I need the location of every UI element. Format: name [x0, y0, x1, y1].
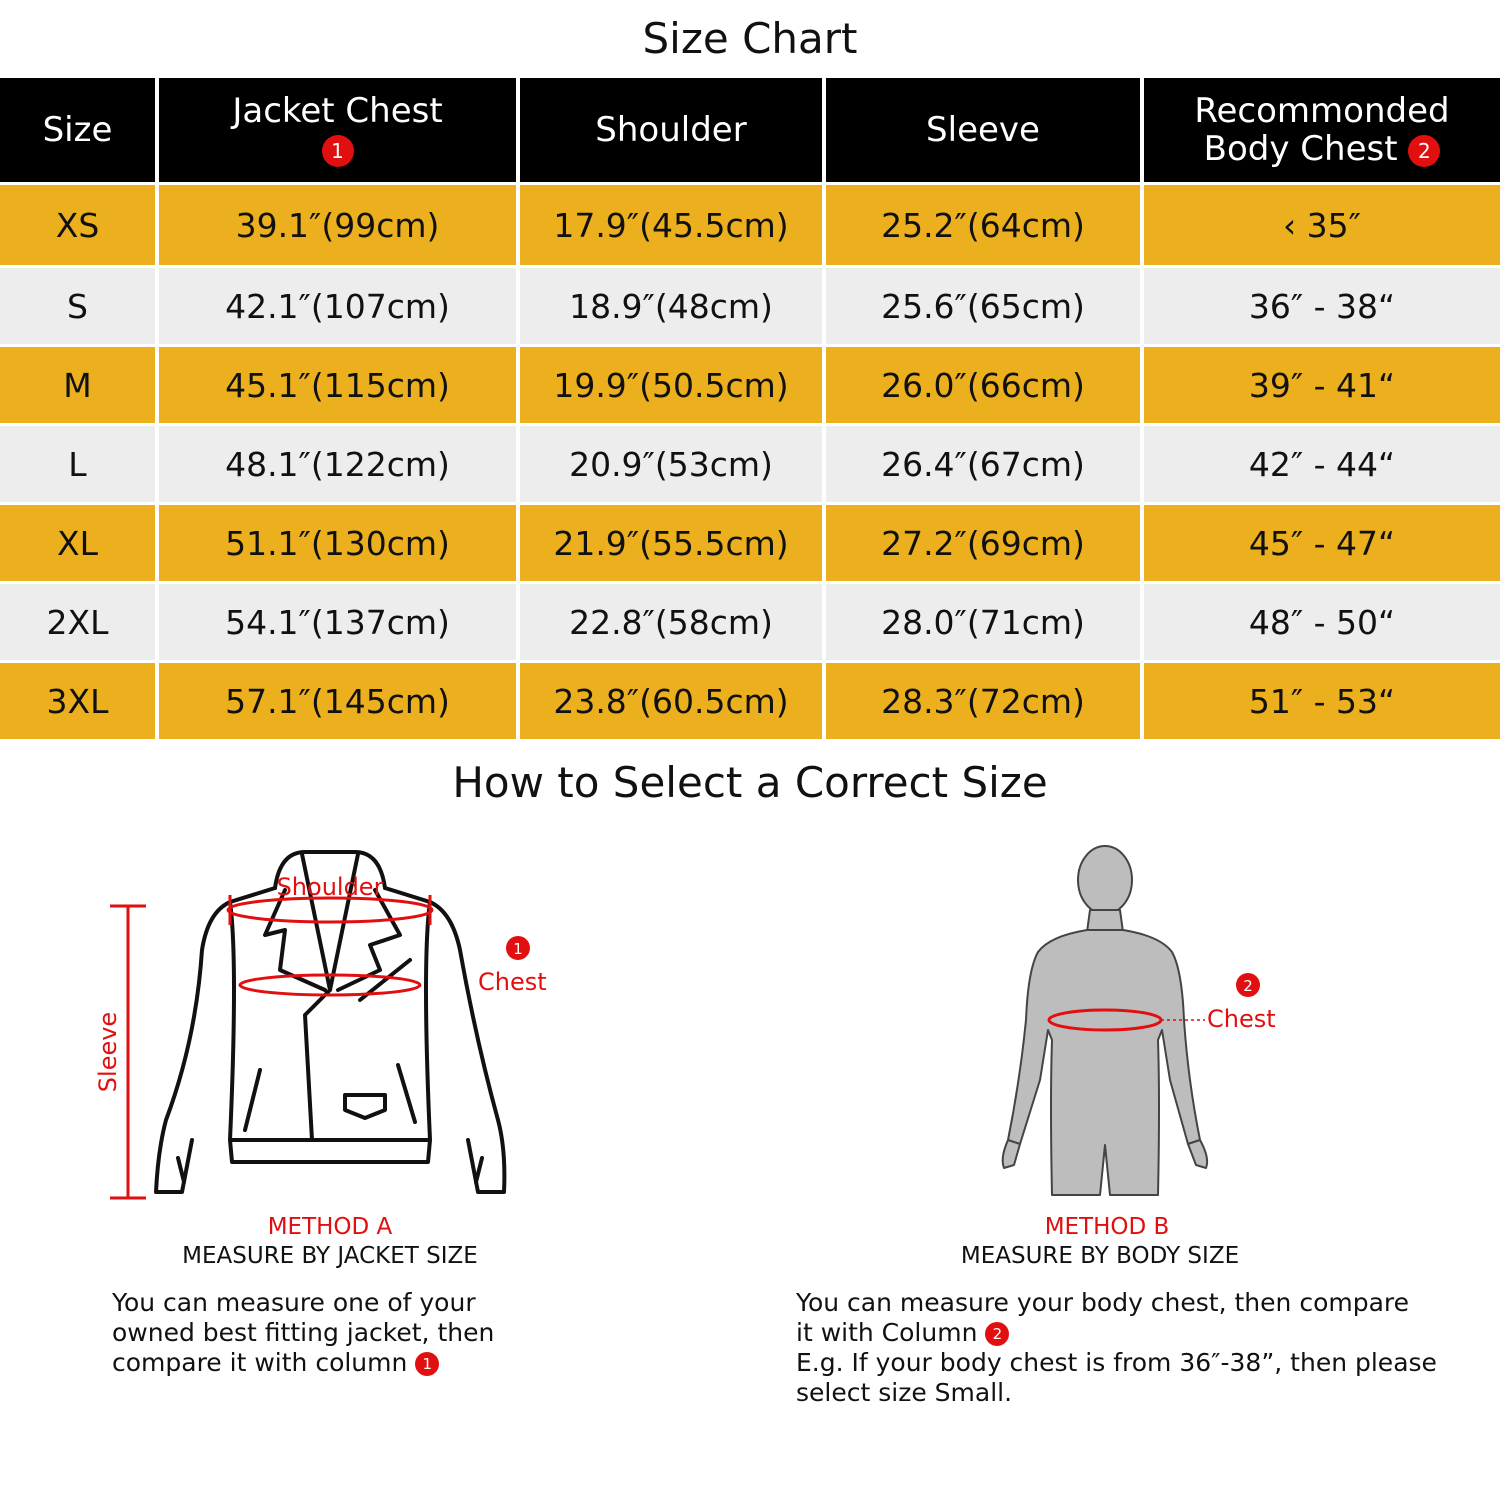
cell-sleeve: 25.6″(65cm) — [824, 267, 1142, 346]
method-b-subtitle: MEASURE BY BODY SIZE — [960, 1243, 1240, 1269]
table-header-row — [0, 78, 1500, 184]
table-row — [0, 346, 1500, 425]
cell-jacket-chest: 51.1″(130cm) — [157, 504, 518, 583]
badge-number: 2 — [1243, 977, 1253, 995]
page-title: Size Chart — [642, 14, 858, 63]
header-label: Recommonded — [1194, 91, 1450, 131]
cell-sleeve: 28.0″(71cm) — [824, 583, 1142, 662]
cell-sleeve: 28.3″(72cm) — [824, 662, 1142, 740]
cell-jacket-chest: 48.1″(122cm) — [157, 425, 518, 504]
cell-sleeve: 27.2″(69cm) — [824, 504, 1142, 583]
cell-jacket-chest: 45.1″(115cm) — [157, 346, 518, 425]
number-badge: 2 — [1408, 135, 1440, 167]
method-b-label: METHOD B — [1044, 1214, 1170, 1240]
header-shoulder: Shoulder — [518, 78, 824, 184]
number-badge: 1 — [415, 1352, 439, 1376]
jacket-illustration — [80, 840, 580, 1210]
table-row — [0, 425, 1500, 504]
cell-shoulder: 20.9″(53cm) — [518, 425, 824, 504]
header-label: Jacket Chest — [232, 91, 443, 131]
cell-body-chest: 39″ - 41“ — [1142, 346, 1500, 425]
cell-shoulder: 22.8″(58cm) — [518, 583, 824, 662]
cell-shoulder: 18.9″(48cm) — [518, 267, 824, 346]
section-title: How to Select a Correct Size — [452, 758, 1048, 807]
header-jacket-chest — [157, 78, 518, 184]
cell-jacket-chest: 57.1″(145cm) — [157, 662, 518, 740]
cell-body-chest: 45″ - 47“ — [1142, 504, 1500, 583]
header-recommended-body-chest — [1142, 78, 1500, 184]
cell-shoulder: 17.9″(45.5cm) — [518, 184, 824, 267]
cell-jacket-chest: 42.1″(107cm) — [157, 267, 518, 346]
number-badge: 2 — [985, 1322, 1009, 1346]
cell-size: XL — [0, 504, 157, 583]
cell-body-chest: 42″ - 44“ — [1142, 425, 1500, 504]
method-a-description: You can measure one of your owned best fitting jacket, then compare it with column 1 — [112, 1288, 495, 1377]
table-row — [0, 184, 1500, 267]
size-chart-table — [0, 78, 1500, 739]
method-b-description: You can measure your body chest, then compare it with Column 2 E.g. If your body chest is from 36″-38”, then please select size Small. — [796, 1288, 1437, 1407]
cell-sleeve: 26.0″(66cm) — [824, 346, 1142, 425]
cell-size: 2XL — [0, 583, 157, 662]
cell-size: XS — [0, 184, 157, 267]
cell-size: M — [0, 346, 157, 425]
cell-body-chest: 36″ - 38“ — [1142, 267, 1500, 346]
cell-size: 3XL — [0, 662, 157, 740]
table-row — [0, 662, 1500, 740]
cell-sleeve: 26.4″(67cm) — [824, 425, 1142, 504]
cell-sleeve: 25.2″(64cm) — [824, 184, 1142, 267]
table-row — [0, 267, 1500, 346]
cell-shoulder: 19.9″(50.5cm) — [518, 346, 824, 425]
number-badge: 1 — [322, 135, 354, 167]
chest-label: Chest — [478, 968, 547, 996]
cell-size: S — [0, 267, 157, 346]
header-sleeve: Sleeve — [824, 78, 1142, 184]
shoulder-label: Shoulder — [276, 873, 384, 901]
badge-number: 1 — [513, 940, 523, 958]
method-a-subtitle: MEASURE BY JACKET SIZE — [182, 1243, 478, 1269]
cell-size: L — [0, 425, 157, 504]
table-row — [0, 583, 1500, 662]
method-a-label: METHOD A — [267, 1214, 393, 1240]
cell-shoulder: 21.9″(55.5cm) — [518, 504, 824, 583]
header-label-line2: Body Chest — [1203, 129, 1398, 169]
chest-label: Chest — [1207, 1005, 1276, 1033]
cell-body-chest: 51″ - 53“ — [1142, 662, 1500, 740]
header-size: Size — [0, 78, 157, 184]
cell-body-chest: ‹ 35″ — [1142, 184, 1500, 267]
cell-shoulder: 23.8″(60.5cm) — [518, 662, 824, 740]
table-row — [0, 504, 1500, 583]
body-silhouette-illustration — [990, 840, 1300, 1205]
sleeve-label: Sleeve — [94, 1011, 122, 1093]
cell-jacket-chest: 54.1″(137cm) — [157, 583, 518, 662]
cell-body-chest: 48″ - 50“ — [1142, 583, 1500, 662]
cell-jacket-chest: 39.1″(99cm) — [157, 184, 518, 267]
